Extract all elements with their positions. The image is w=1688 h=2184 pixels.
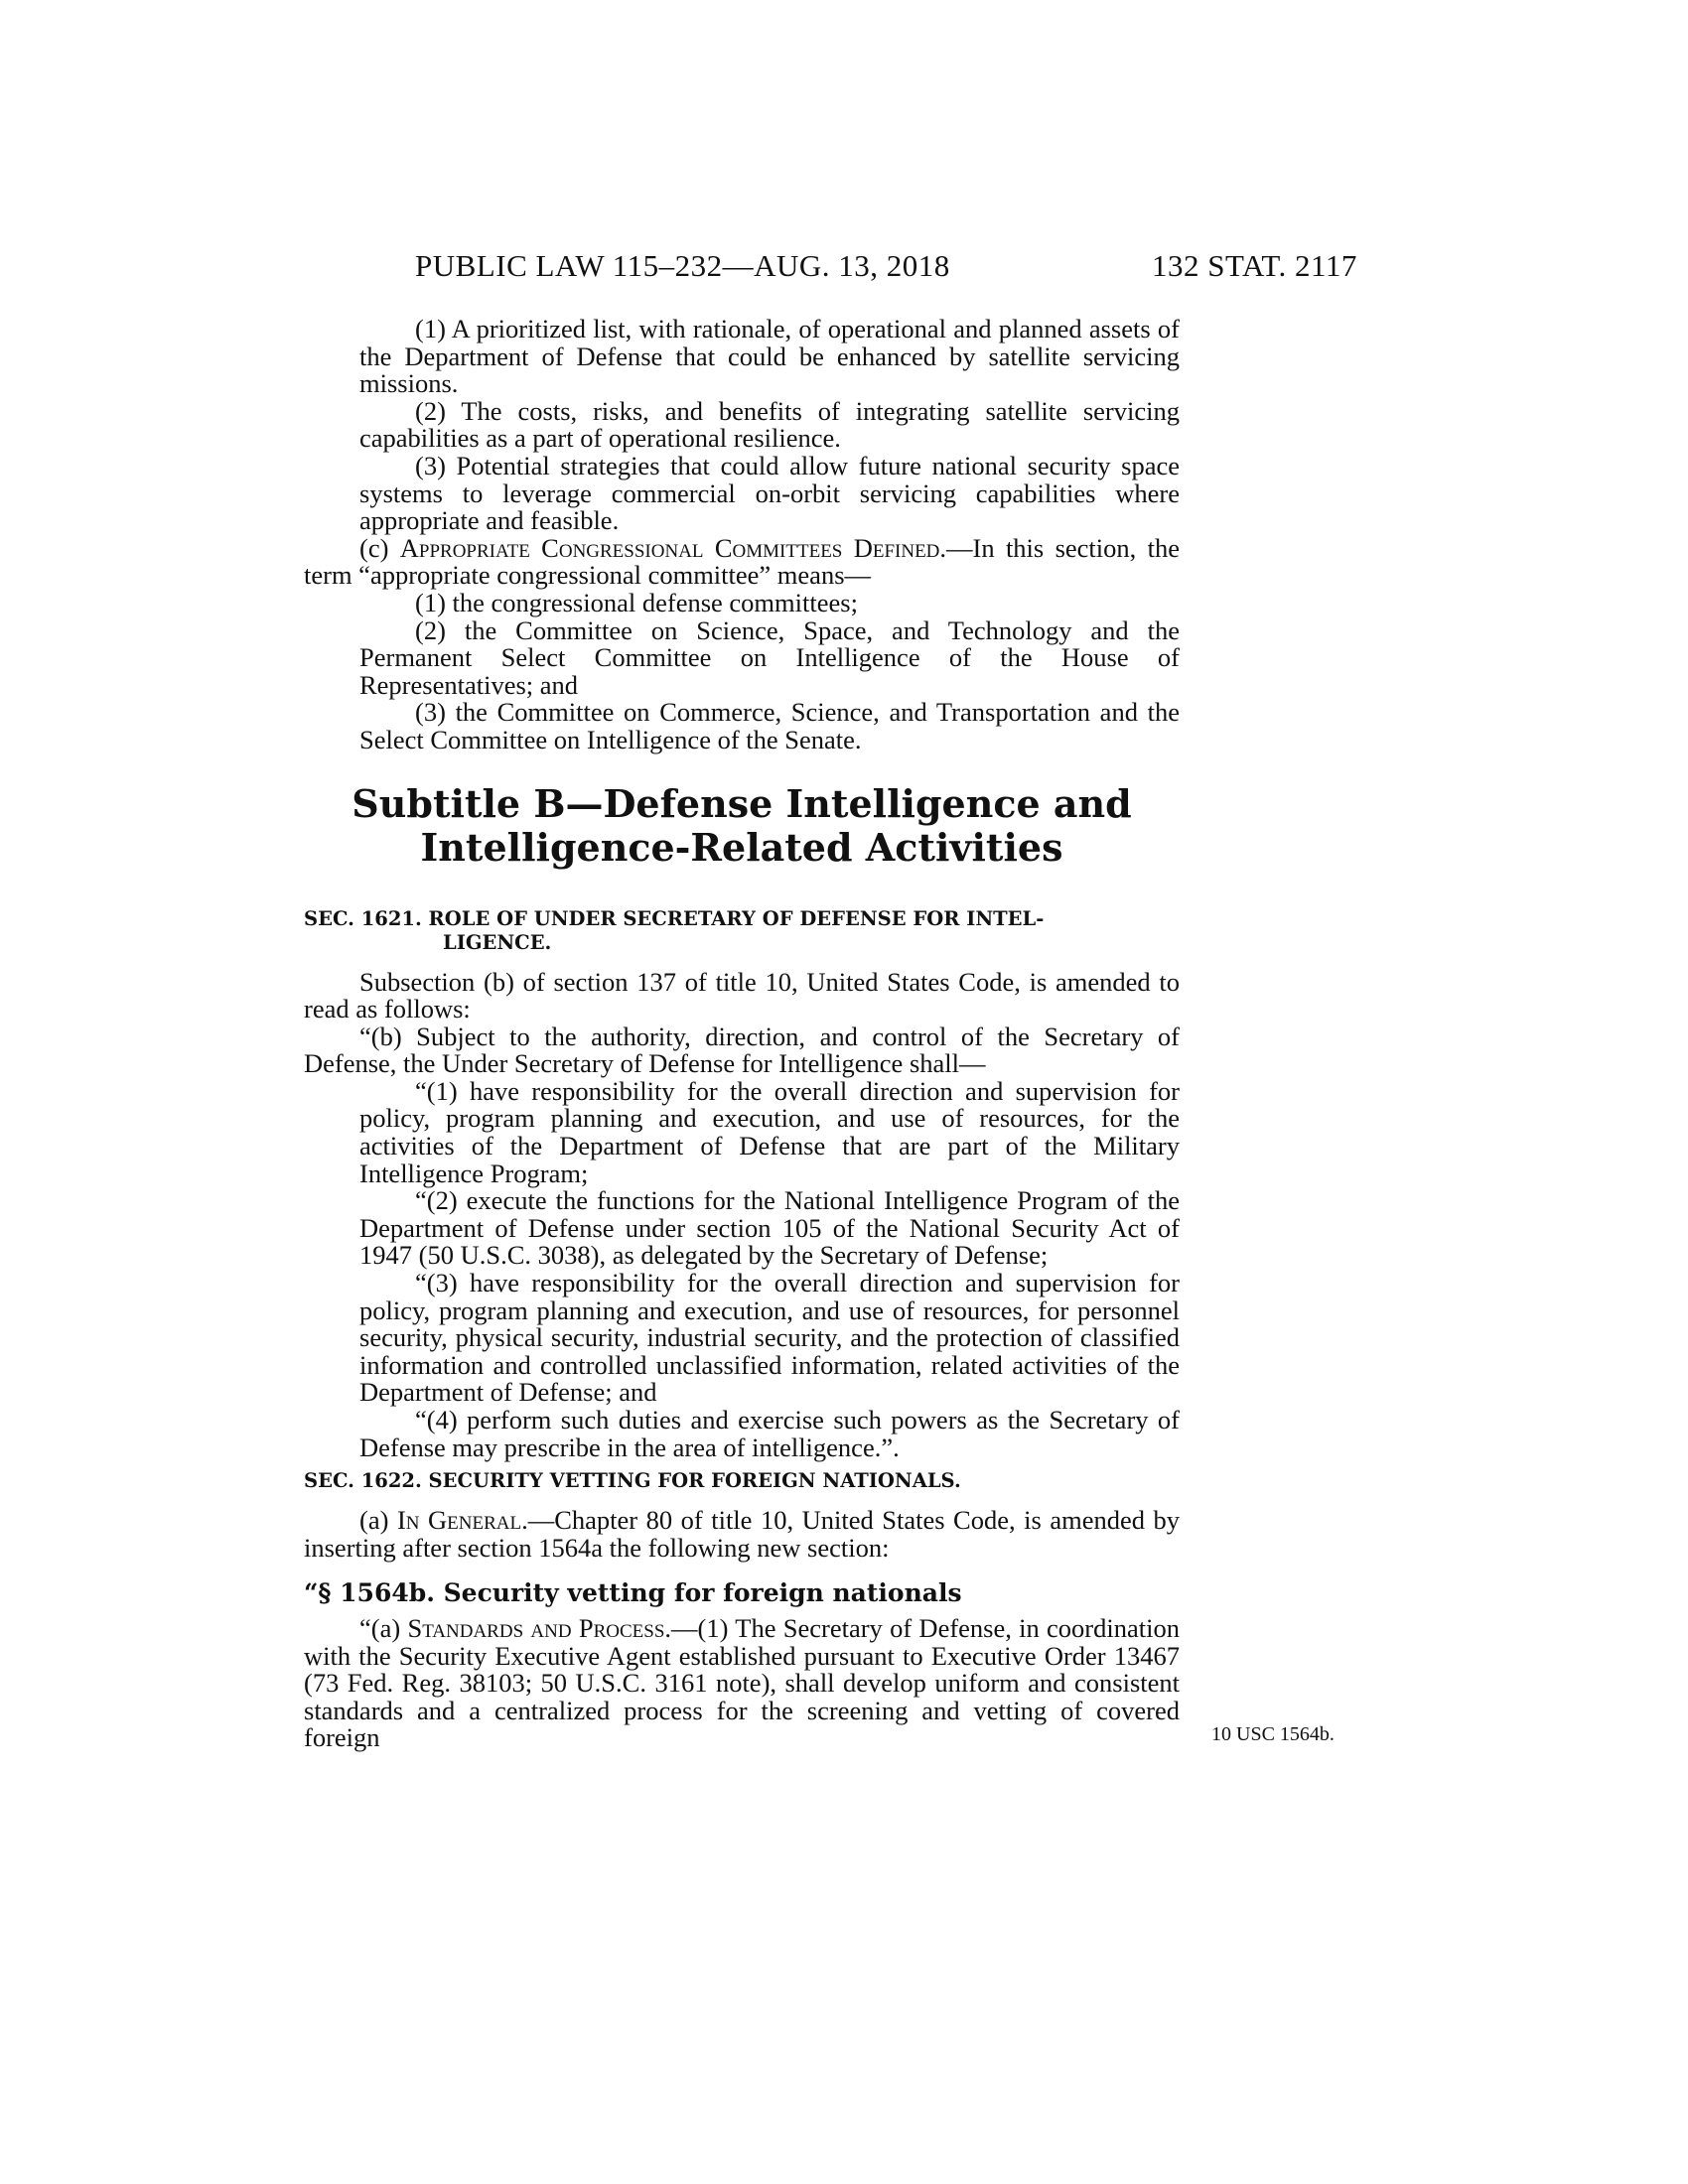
paragraph-c1: (1) the congressional defense committees;	[415, 587, 858, 617]
document-body	[304, 316, 1180, 1752]
section-1564b-a-text: .—(1) The Secretary of Defense, in coordination with the Security Executive Agent established pursuant to Executive Order 13467 (73 Fed. Reg. 38103; 50 U.S.C. 3161 note), shall develop uniform and consistent standards and a centralized process for the screening and vetting of covered foreign	[304, 1612, 1180, 1753]
section-1564b-a-prefix: “(a)	[359, 1612, 408, 1643]
margin-citation-note: 10 USC 1564b.	[1211, 1723, 1335, 1745]
section-1622-a-text: .—Chapter 80 of title 10, United States Code, is amended by inserting after section 1564a the following new section:	[304, 1505, 1180, 1563]
subsection-c-prefix: (c)	[359, 532, 400, 563]
paragraph-b2: (2) The costs, risks, and benefits of integrating satellite servicing capabilities as a part of operational resilience.	[359, 395, 1180, 454]
section-1622-a-prefix: (a)	[359, 1505, 397, 1536]
subtitle-line-2: Intelligence-Related Activities	[420, 824, 1063, 870]
page-header	[0, 248, 1688, 294]
section-1621-b3: “(3) have responsibility for the overall direction and supervision for policy, program planning and execution, and use of resources, for personnel security, physical security, industrial security, and the protection of classified information and controlled unclassified information, related activities of the Department of Defense; and	[359, 1268, 1180, 1408]
section-1621-heading	[304, 907, 1180, 955]
paragraph-c2: (2) the Committee on Science, Space, and Technology and the Permanent Select Committee on Intelligence of the House of Representatives; and	[359, 614, 1180, 700]
section-1622-a-heading: In General	[396, 1505, 522, 1536]
paragraph-c3: (3) the Committee on Commerce, Science, and Transportation and the Select Committee on Intelligence of the Senate.	[359, 697, 1180, 754]
section-1622-a	[304, 1507, 1180, 1562]
running-title: PUBLIC LAW 115–232—AUG. 13, 2018	[415, 248, 950, 283]
page-number: 132 STAT. 2117	[1152, 248, 1357, 283]
section-1564b-a-heading: Standards and Process	[407, 1612, 665, 1643]
subtitle-line-1: Subtitle B—Defense Intelligence and	[352, 780, 1132, 826]
subsection-c	[304, 532, 1180, 591]
section-1621-heading-line-2: LIGENCE.	[443, 930, 552, 954]
paragraph-b3: (3) Potential strategies that could allow future national security space systems to leverage commercial on-orbit servicing capabilities where appropriate and feasible.	[359, 450, 1180, 536]
section-1621-intro: Subsection (b) of section 137 of title 10, United States Code, is amended to read as follows:	[304, 966, 1180, 1024]
section-1622-heading: SEC. 1622. SECURITY VETTING FOR FOREIGN NATIONALS.	[304, 1469, 961, 1493]
subsection-c-heading: Appropriate Congressional Committees Defined	[399, 532, 940, 563]
section-1621-b2: “(2) execute the functions for the National Intelligence Program of the Department of Defense under section 105 of the National Security Act of 1947 (50 U.S.C. 3038), as delegated by the Secretary of Defense;	[359, 1185, 1180, 1271]
subtitle-heading	[304, 782, 1180, 870]
section-1564b-a	[304, 1612, 1180, 1753]
paragraph-b1: (1) A prioritized list, with rationale, of operational and planned assets of the Department of Defense that could be enhanced by satellite servicing missions.	[359, 314, 1180, 399]
section-1621-heading-line-1: SEC. 1621. ROLE OF UNDER SECRETARY OF DEFENSE FOR INTEL-	[304, 906, 1045, 930]
section-1621-b1: “(1) have responsibility for the overall direction and supervision for policy, program planning and execution, and use of resources, for the activities of the Department of Defense that are part of the Military Intelligence Program;	[359, 1075, 1180, 1188]
section-1564b-heading: “§ 1564b. Security vetting for foreign nationals	[304, 1578, 962, 1608]
subsection-c-text: .—In this section, the term “appropriate congressional committee” means—	[304, 532, 1180, 591]
section-1621-b4: “(4) perform such duties and exercise such powers as the Secretary of Defense may prescribe in the area of intelligence.”.	[359, 1405, 1180, 1462]
section-1621-b: “(b) Subject to the authority, direction, and control of the Secretary of Defense, the Under Secretary of Defense for Intelligence shall—	[304, 1021, 1180, 1079]
